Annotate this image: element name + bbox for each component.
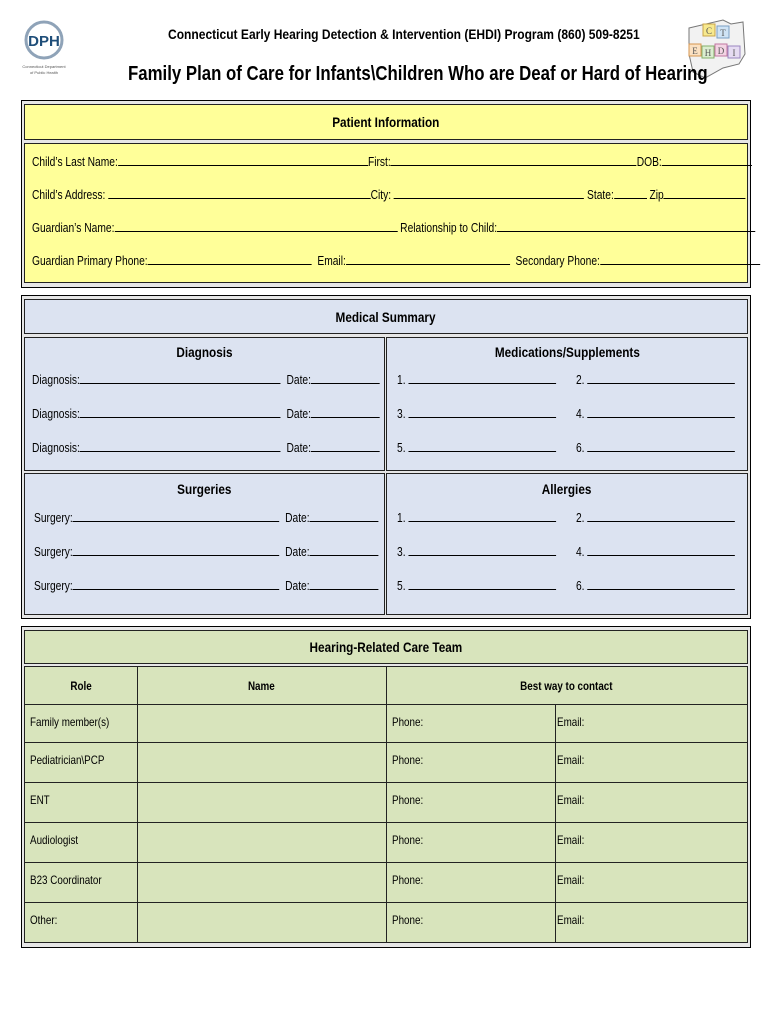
primary-phone-label: Guardian Primary Phone: bbox=[32, 254, 148, 268]
dob-field[interactable] bbox=[662, 154, 752, 166]
name-field-cell[interactable] bbox=[137, 823, 386, 863]
date-label: Date: bbox=[285, 579, 310, 593]
care-team-row bbox=[25, 705, 748, 743]
phone-label-cell[interactable] bbox=[386, 863, 556, 903]
medical-section bbox=[21, 295, 751, 619]
surgery-field[interactable] bbox=[73, 544, 280, 556]
role-label: Family member(s) bbox=[30, 715, 110, 729]
care-team-row bbox=[25, 783, 748, 823]
medications-block bbox=[386, 337, 748, 471]
date-label: Date: bbox=[286, 407, 311, 421]
allergy-number: 3. bbox=[397, 545, 406, 559]
primary-phone-field[interactable] bbox=[148, 253, 312, 265]
date-label: Date: bbox=[286, 441, 311, 455]
role-label-cell bbox=[25, 823, 138, 863]
first-name-label: First: bbox=[367, 155, 391, 169]
email-label-cell[interactable] bbox=[556, 783, 748, 823]
care-team-row bbox=[25, 863, 748, 903]
allergies-block bbox=[386, 473, 748, 615]
email-label: Email: bbox=[557, 753, 585, 767]
med-number: 2. bbox=[575, 373, 585, 387]
role-label: Other: bbox=[30, 913, 58, 927]
medication-field[interactable] bbox=[587, 406, 735, 418]
name-field-cell[interactable] bbox=[137, 783, 386, 823]
email-label: Email: bbox=[557, 715, 585, 729]
care-team-row bbox=[25, 823, 748, 863]
address-field[interactable] bbox=[108, 187, 370, 199]
first-name-field[interactable] bbox=[391, 154, 637, 166]
medication-field[interactable] bbox=[408, 406, 556, 418]
medication-field[interactable] bbox=[587, 440, 735, 452]
surgery-label: Surgery: bbox=[34, 579, 73, 593]
col-contact-header: Best way to contact bbox=[520, 678, 613, 693]
phone-label: Phone: bbox=[391, 753, 423, 767]
date-field[interactable] bbox=[310, 578, 379, 590]
email-label-cell[interactable] bbox=[556, 903, 748, 943]
allergy-number: 1. bbox=[397, 511, 406, 525]
phone-label-cell[interactable] bbox=[386, 705, 556, 743]
surgeries-block bbox=[24, 473, 385, 615]
med-number: 1. bbox=[397, 373, 406, 387]
date-field[interactable] bbox=[310, 510, 379, 522]
state-field[interactable] bbox=[614, 187, 647, 199]
medication-field[interactable] bbox=[587, 372, 735, 384]
med-number: 6. bbox=[575, 441, 585, 455]
address-label: Child’s Address: bbox=[32, 188, 106, 202]
city-field[interactable] bbox=[394, 187, 584, 199]
email-field[interactable] bbox=[346, 253, 510, 265]
email-label: Email: bbox=[317, 254, 346, 268]
zip-label: Zip bbox=[649, 188, 664, 202]
name-field-cell[interactable] bbox=[137, 903, 386, 943]
care-team-table bbox=[24, 666, 748, 943]
medication-field[interactable] bbox=[408, 372, 556, 384]
phone-label: Phone: bbox=[391, 913, 423, 927]
care-team-row bbox=[25, 903, 748, 943]
date-field[interactable] bbox=[310, 544, 379, 556]
relationship-field[interactable] bbox=[497, 220, 755, 232]
allergy-field[interactable] bbox=[587, 510, 735, 522]
date-field[interactable] bbox=[311, 440, 380, 452]
medical-section-title: Medical Summary bbox=[335, 308, 437, 325]
col-role-header: Role bbox=[70, 678, 92, 693]
med-number: 3. bbox=[397, 407, 406, 421]
diagnosis-block bbox=[24, 337, 385, 471]
last-name-label: Child’s Last Name: bbox=[32, 155, 118, 169]
form-title: Family Plan of Care for Infants\Children Who are Deaf or Hard of Hearing bbox=[128, 63, 708, 85]
allergy-number: 4. bbox=[575, 545, 585, 559]
phone-label: Phone: bbox=[391, 715, 423, 729]
allergy-field[interactable] bbox=[587, 544, 735, 556]
surgery-label: Surgery: bbox=[34, 511, 73, 525]
diagnosis-field[interactable] bbox=[80, 372, 281, 384]
svg-text:D: D bbox=[717, 46, 725, 56]
col-name-header: Name bbox=[248, 678, 276, 693]
allergies-header: Allergies bbox=[542, 481, 592, 497]
name-field-cell[interactable] bbox=[137, 705, 386, 743]
medication-field[interactable] bbox=[408, 440, 556, 452]
guardian-name-field[interactable] bbox=[114, 220, 397, 232]
email-label: Email: bbox=[557, 873, 585, 887]
phone-label-cell[interactable] bbox=[386, 743, 556, 783]
phone-label-cell[interactable] bbox=[386, 823, 556, 863]
name-field-cell[interactable] bbox=[137, 743, 386, 783]
role-label-cell bbox=[25, 705, 138, 743]
diagnosis-header: Diagnosis bbox=[176, 344, 233, 360]
date-label: Date: bbox=[285, 511, 310, 525]
svg-text:C: C bbox=[705, 26, 713, 36]
patient-fields bbox=[24, 143, 748, 283]
guardian-name-label: Guardian’s Name: bbox=[32, 221, 115, 235]
diagnosis-label: Diagnosis: bbox=[32, 407, 80, 421]
email-label: Email: bbox=[557, 793, 585, 807]
role-label-cell bbox=[25, 863, 138, 903]
care-team-title-bar bbox=[24, 630, 748, 664]
care-team-section bbox=[21, 626, 751, 948]
allergy-number: 6. bbox=[575, 579, 585, 593]
allergy-field[interactable] bbox=[408, 578, 556, 590]
secondary-phone-field[interactable] bbox=[600, 253, 760, 265]
phone-label-cell[interactable] bbox=[386, 903, 556, 943]
med-number: 5. bbox=[397, 441, 406, 455]
date-label: Date: bbox=[286, 373, 311, 387]
state-label: State: bbox=[587, 188, 614, 202]
surgery-field[interactable] bbox=[73, 510, 280, 522]
allergy-field[interactable] bbox=[408, 544, 556, 556]
program-line: Connecticut Early Hearing Detection & Intervention (EHDI) Program (860) 509-8251 bbox=[168, 26, 640, 42]
email-label: Email: bbox=[557, 913, 585, 927]
email-label-cell[interactable] bbox=[556, 743, 748, 783]
email-label-cell[interactable] bbox=[556, 863, 748, 903]
allergy-number: 5. bbox=[397, 579, 406, 593]
surgery-label: Surgery: bbox=[34, 545, 73, 559]
relationship-label: Relationship to Child: bbox=[400, 221, 498, 235]
svg-text:DPH: DPH bbox=[28, 33, 60, 50]
surgeries-header: Surgeries bbox=[177, 481, 232, 497]
phone-label: Phone: bbox=[391, 793, 423, 807]
patient-title-bar bbox=[24, 104, 748, 140]
svg-text:Connecticut Department: Connecticut Department bbox=[22, 64, 66, 69]
role-label-cell bbox=[25, 743, 138, 783]
patient-section bbox=[21, 100, 751, 288]
svg-text:I: I bbox=[732, 48, 736, 58]
svg-text:of Public Health: of Public Health bbox=[29, 70, 59, 75]
diagnosis-label: Diagnosis: bbox=[32, 441, 80, 455]
care-team-header-row bbox=[25, 667, 748, 705]
med-number: 4. bbox=[575, 407, 585, 421]
care-team-row bbox=[25, 743, 748, 783]
role-label: B23 Coordinator bbox=[30, 873, 102, 887]
allergy-field[interactable] bbox=[408, 510, 556, 522]
date-field[interactable] bbox=[311, 406, 380, 418]
last-name-field[interactable] bbox=[118, 154, 368, 166]
role-label-cell bbox=[25, 903, 138, 943]
city-label: City: bbox=[370, 188, 392, 202]
role-label: ENT bbox=[30, 793, 50, 807]
phone-label-cell[interactable] bbox=[386, 783, 556, 823]
care-team-section-title: Hearing-Related Care Team bbox=[309, 639, 463, 655]
medical-title-bar bbox=[24, 299, 748, 334]
role-label: Pediatrician\PCP bbox=[30, 753, 105, 767]
zip-field[interactable] bbox=[664, 187, 746, 199]
phone-label: Phone: bbox=[391, 873, 423, 887]
medications-header: Medications/Supplements bbox=[494, 344, 640, 360]
email-label-cell[interactable] bbox=[556, 705, 748, 743]
email-label-cell[interactable] bbox=[556, 823, 748, 863]
name-field-cell[interactable] bbox=[137, 863, 386, 903]
svg-text:E: E bbox=[692, 46, 698, 56]
role-label: Audiologist bbox=[30, 833, 79, 847]
secondary-phone-label: Secondary Phone: bbox=[515, 254, 600, 268]
diagnosis-field[interactable] bbox=[80, 440, 281, 452]
allergy-field[interactable] bbox=[587, 578, 735, 590]
diagnosis-label: Diagnosis: bbox=[32, 373, 80, 387]
email-label: Email: bbox=[557, 833, 585, 847]
allergy-number: 2. bbox=[575, 511, 585, 525]
diagnosis-field[interactable] bbox=[80, 406, 281, 418]
date-field[interactable] bbox=[311, 372, 380, 384]
patient-section-title: Patient Information bbox=[332, 114, 440, 130]
role-label-cell bbox=[25, 783, 138, 823]
surgery-field[interactable] bbox=[73, 578, 280, 590]
dph-logo bbox=[22, 18, 66, 80]
dob-label: DOB: bbox=[636, 155, 662, 169]
svg-text:H: H bbox=[704, 48, 712, 58]
date-label: Date: bbox=[285, 545, 310, 559]
phone-label: Phone: bbox=[391, 833, 423, 847]
svg-text:T: T bbox=[720, 28, 726, 38]
